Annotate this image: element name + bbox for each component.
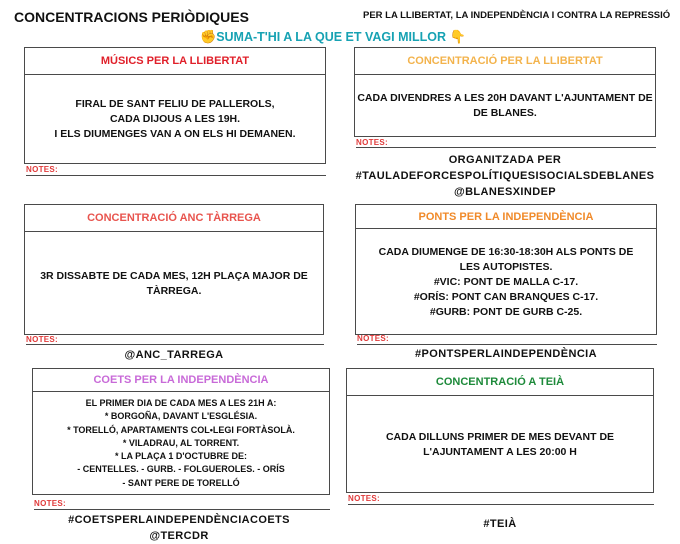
text-line: LES AUTOPISTES. bbox=[459, 261, 553, 273]
notes-label: NOTES: bbox=[26, 165, 59, 174]
notes-label: NOTES: bbox=[356, 138, 389, 147]
text-line: CADA DIVENDRES A LES 20H DAVANT L'AJUNTAMENT DE bbox=[357, 92, 653, 104]
text-line: I ELS DIUMENGES VAN A ON ELS HI DEMANEN. bbox=[54, 128, 296, 140]
text-line: @ANC_TARREGA bbox=[124, 349, 224, 361]
card-teia-heading: CONCENTRACIÓ A TEIÀ bbox=[346, 368, 654, 396]
text-line: TÀRREGA. bbox=[146, 284, 202, 297]
text-line: * BORGOÑA, DAVANT L'ESGLÉSIA. bbox=[104, 411, 258, 422]
text-line: 3R DISSABTE DE CADA MES, 12H PLAÇA MAJOR DE bbox=[40, 269, 308, 282]
text-line: * VILADRAU, AL TORRENT. bbox=[122, 437, 240, 448]
notes-label: NOTES: bbox=[348, 494, 381, 503]
card-ponts-heading: PONTS PER LA INDEPENDÈNCIA bbox=[355, 204, 657, 229]
card-ponts-body bbox=[355, 232, 657, 333]
text-line: #TAULADEFORCESPOLÍTIQUESISOCIALSDEBLANES bbox=[355, 170, 655, 182]
card-teia-lines bbox=[386, 430, 614, 460]
text-line: DE BLANES. bbox=[473, 107, 537, 119]
text-line: #VIC: PONT DE MALLA C-17. bbox=[433, 276, 579, 288]
card-teia-body bbox=[346, 396, 654, 493]
card-coets-lines bbox=[67, 397, 295, 490]
card-musics-lines bbox=[54, 97, 295, 142]
text-line: L'AJUNTAMENT A LES 20:00 H bbox=[423, 445, 577, 458]
text-line: CADA DIJOUS A LES 19H. bbox=[109, 113, 241, 125]
card-blanes-footer bbox=[340, 152, 670, 200]
notes-line bbox=[357, 344, 657, 345]
notes-line bbox=[348, 504, 654, 505]
card-coets-heading: COETS PER LA INDEPENDÈNCIA bbox=[32, 368, 330, 392]
text-line: #ORÍS: PONT CAN BRANQUES C-17. bbox=[413, 291, 599, 303]
card-tarrega-lines bbox=[40, 269, 308, 299]
raised-fist-icon: ✊ bbox=[200, 29, 217, 44]
text-line: - SANT PERE DE TORELLÓ bbox=[122, 477, 240, 488]
notes-label: NOTES: bbox=[34, 499, 67, 508]
text-line: CADA DILLUNS PRIMER DE MES DEVANT DE bbox=[385, 430, 615, 443]
text-line: * TORELLÓ, APARTAMENTS COL•LEGI FORTÀSOLÀ. bbox=[67, 424, 295, 435]
slogan-text: SUMA-T'HI A LA QUE ET VAGI MILLOR bbox=[216, 30, 446, 44]
card-musics-heading: MÚSICS PER LA LLIBERTAT bbox=[24, 47, 326, 75]
card-ponts-footer bbox=[355, 346, 657, 362]
text-line: FIRAL DE SANT FELIU DE PALLEROLS, bbox=[75, 98, 275, 110]
card-blanes-lines bbox=[357, 91, 652, 121]
text-line: #TEIÀ bbox=[483, 518, 517, 530]
card-blanes-body bbox=[350, 75, 660, 137]
text-line: * LA PLAÇA 1 D'OCTUBRE DE: bbox=[115, 451, 247, 462]
notes-line bbox=[26, 175, 326, 176]
card-musics-body bbox=[24, 75, 326, 164]
text-line: @BLANESXINDEP bbox=[453, 186, 557, 198]
text-line: @TERCDR bbox=[149, 530, 209, 542]
notes-label: NOTES: bbox=[26, 335, 59, 344]
notes-line bbox=[356, 147, 656, 148]
card-coets-body bbox=[32, 392, 330, 495]
page-title: CONCENTRACIONS PERIÒDIQUES bbox=[14, 9, 249, 25]
text-line: #COETSPERLAINDEPENDÈNCIACOETS bbox=[68, 514, 290, 526]
card-tarrega-body bbox=[24, 232, 324, 335]
notes-line bbox=[26, 344, 324, 345]
card-coets-footer bbox=[24, 512, 334, 544]
card-tarrega-footer bbox=[24, 347, 324, 363]
text-line: ORGANITZADA PER bbox=[448, 154, 562, 166]
pointing-down-icon: 👇 bbox=[449, 29, 466, 44]
text-line: #PONTSPERLAINDEPENDÈNCIA bbox=[415, 348, 597, 360]
notes-label: NOTES: bbox=[357, 334, 390, 343]
text-line: - CENTELLES. - GURB. - FOLGUEROLES. - ORÍS bbox=[77, 464, 285, 475]
card-blanes-heading: CONCENTRACIÓ PER LA LLIBERTAT bbox=[354, 47, 656, 75]
notes-line bbox=[34, 509, 330, 510]
text-line: CADA DIUMENGE DE 16:30-18:30H ALS PONTS DE bbox=[378, 246, 634, 258]
card-ponts-lines bbox=[379, 245, 634, 320]
text-line: #GURB: PONT DE GURB C-25. bbox=[429, 306, 583, 318]
page-subtitle: PER LA LLIBERTAT, LA INDEPENDÈNCIA I CONTRA LA REPRESSIÓ bbox=[363, 10, 671, 21]
card-teia-footer bbox=[346, 516, 654, 532]
card-tarrega-heading: CONCENTRACIÓ ANC TÀRREGA bbox=[24, 204, 324, 232]
text-line: EL PRIMER DIA DE CADA MES A LES 21H A: bbox=[85, 397, 277, 408]
slogan bbox=[200, 29, 466, 45]
